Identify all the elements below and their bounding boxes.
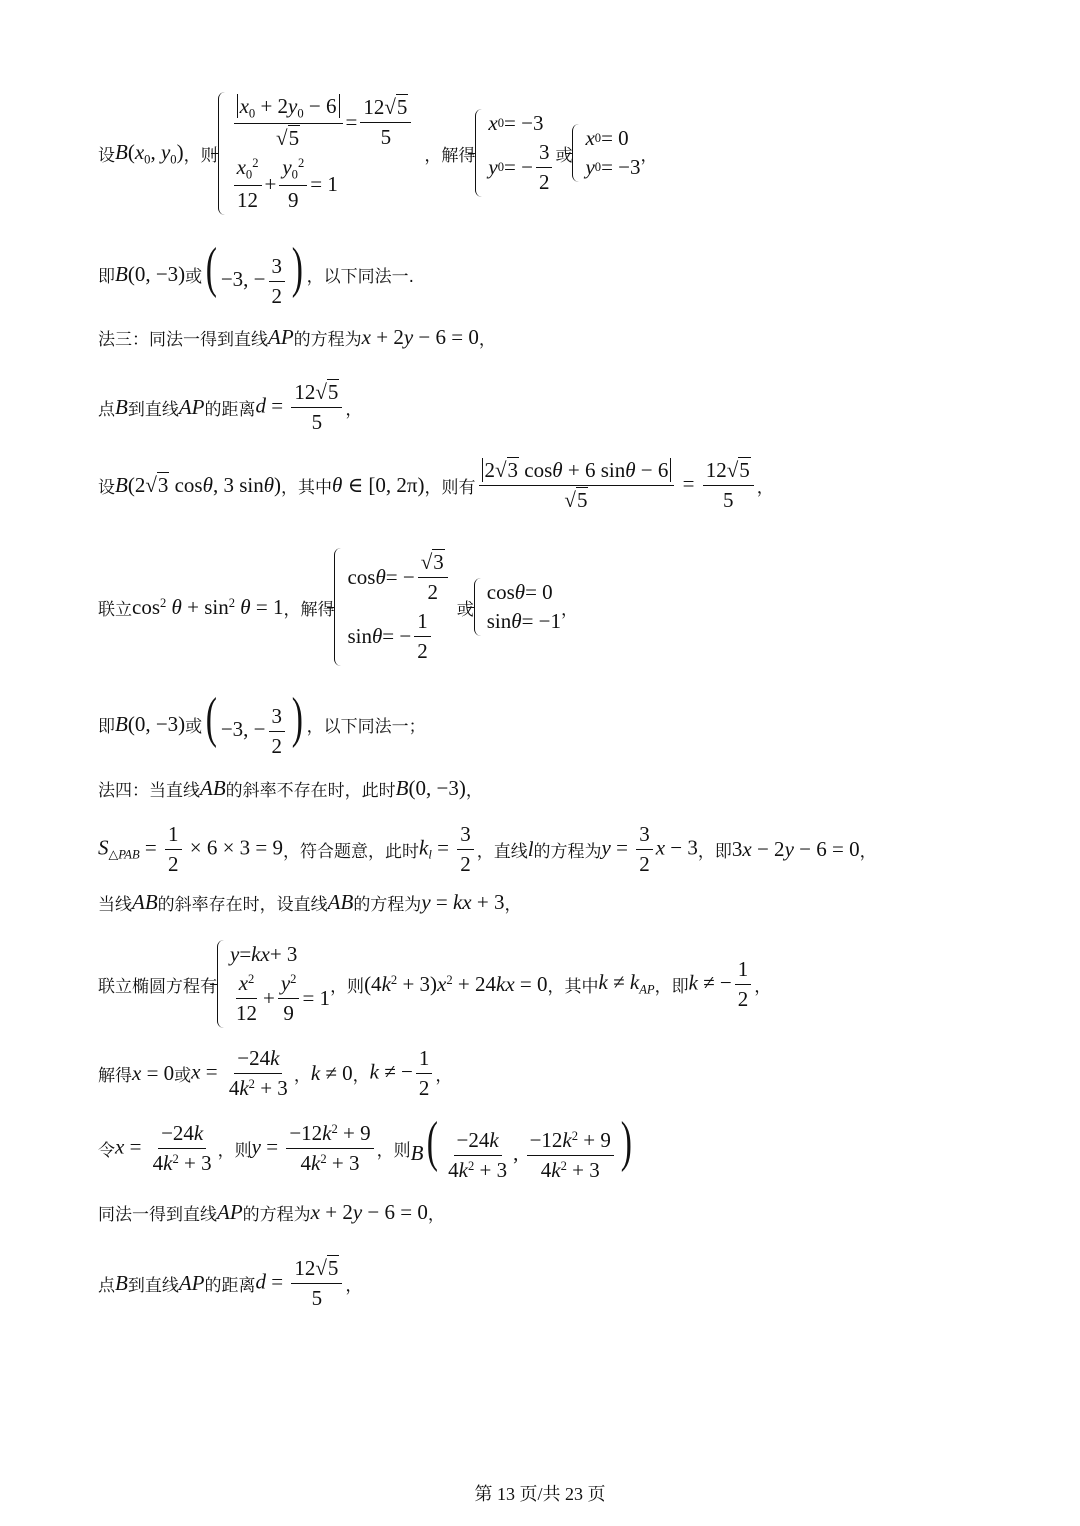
system-1: $\frac{x_0 + 2y_0 - 6}{√5}$ = $\frac{12√5}{5}$ $\frac{x_0^2}{12}$ + $\frac{y_0^2}{9}$ = 1 bbox=[218, 92, 415, 215]
eq-line-14: 同法一得到直线 AP 的方程为 x + 2y − 6 = 0 ， bbox=[98, 1200, 445, 1225]
eq-line-3: 法三：同法一得到直线 AP 的方程为 x + 2y − 6 = 0 ， bbox=[98, 325, 496, 350]
eq-line-2: 即 B(0, −3) 或 ( −3, − $\frac{3}{2}$ ) ，以下同法一. bbox=[98, 237, 415, 308]
system-4: y = kx + 3 $\frac{x^2}{12}$ + $\frac{y^2}{9}$ = 1 bbox=[217, 940, 330, 1028]
page-footer: 第 13 页/共 23 页 bbox=[474, 1484, 606, 1504]
eq-line-4: 点 B 到直线 AP 的距离 d = $\frac{12√5}{5}$ ， bbox=[98, 380, 363, 434]
eq-line-11: 联立椭圆方程有 y = kx + 3 $\frac{x^2}{12}$ + $\frac{y^2}{9}$ = 1 ，则 $(4k^2 + 3)x^2 + 24kx = 0$ ，其中 $k \ne k_{AP}$ ，即 k ≠ − $\frac{1}{2}$ ， bbox=[98, 940, 771, 1028]
eq-line-1: 设 $B(x_0$, $y_0$) ，则 $\frac{x_0 + 2y_0 - 6}{√5}$ = $\frac{12√5}{5}$ $\frac{x_0^2}{12}$ + $\frac{y_0^2}{9}$ = 1 ，解得 x 0 = −3 y 0 = − $\frac{3}{2}$ 或 x 0 = 0 y 0 = −3 ， bbox=[98, 92, 658, 215]
eq-line-13: 令 x = $\frac{-24k}{4k^2 + 3}$ ，则 y = $\frac{-12k^2 + 9}{4k^2 + 3}$ ，则 B( $\frac{-24k}{4k^2 + 3}$ , $\frac{-12k^2 + 9}{4k^2 + 3}$ ) bbox=[98, 1111, 632, 1182]
eq-line-5: 设 B(2√3 cosθ, 3 sinθ) ，其中 θ ∈ [0, 2π) ，则有 $\frac{2√3 \cos\theta + 6 \sin\theta - 6}{√5}$ = $\frac{12√5}{5}$ ， bbox=[98, 458, 774, 512]
eq-line-8: 法四：当直线 AB 的斜率不存在时，此时 B(0, −3) ， bbox=[98, 776, 483, 801]
solution-3a: cos θ = − $\frac{√3}{2}$ sin θ = − $\frac{1}{2}$ bbox=[334, 548, 450, 666]
eq-line-12: 解得 x = 0 或 x = $\frac{-24k}{4k^2 + 3}$ ， k ≠ 0 ， k ≠ − $\frac{1}{2}$ ， bbox=[98, 1046, 453, 1100]
eq-line-7: 即 B(0, −3) 或 ( −3, − $\frac{3}{2}$ ) ，以下同法一； bbox=[98, 687, 426, 758]
eq-line-6: 联立 $\cos^2 \theta + \sin^2 \theta = 1$ ，解得 cos θ = − $\frac{√3}{2}$ sin θ = − $\frac{1}{2}$ 或 cos θ = 0 sin θ = −1 ， bbox=[98, 548, 578, 666]
eq-line-9: $S_{\triangle PAB}$ = $\frac{1}{2}$ × 6 × 3 = 9 ，符合题意，此时 $k_l$ = $\frac{3}{2}$ ，直线 l 的方程为 y = $\frac{3}{2}$ x − 3 ，即 3x − 2y − 6 = 0 ， bbox=[98, 822, 877, 876]
label-set: 设 bbox=[98, 145, 115, 166]
solution-1b: x 0 = 0 y 0 = −3 bbox=[572, 124, 640, 182]
solution-1a: x 0 = −3 y 0 = − $\frac{3}{2}$ bbox=[475, 109, 555, 197]
eq-line-15: 点 B 到直线 AP 的距离 d = $\frac{12√5}{5}$ ， bbox=[98, 1256, 363, 1310]
eq-line-10: 当线 AB 的斜率存在时，设直线 AB 的方程为 y = kx + 3 ， bbox=[98, 890, 522, 915]
solution-3b: cos θ = 0 sin θ = −1 bbox=[474, 578, 561, 636]
